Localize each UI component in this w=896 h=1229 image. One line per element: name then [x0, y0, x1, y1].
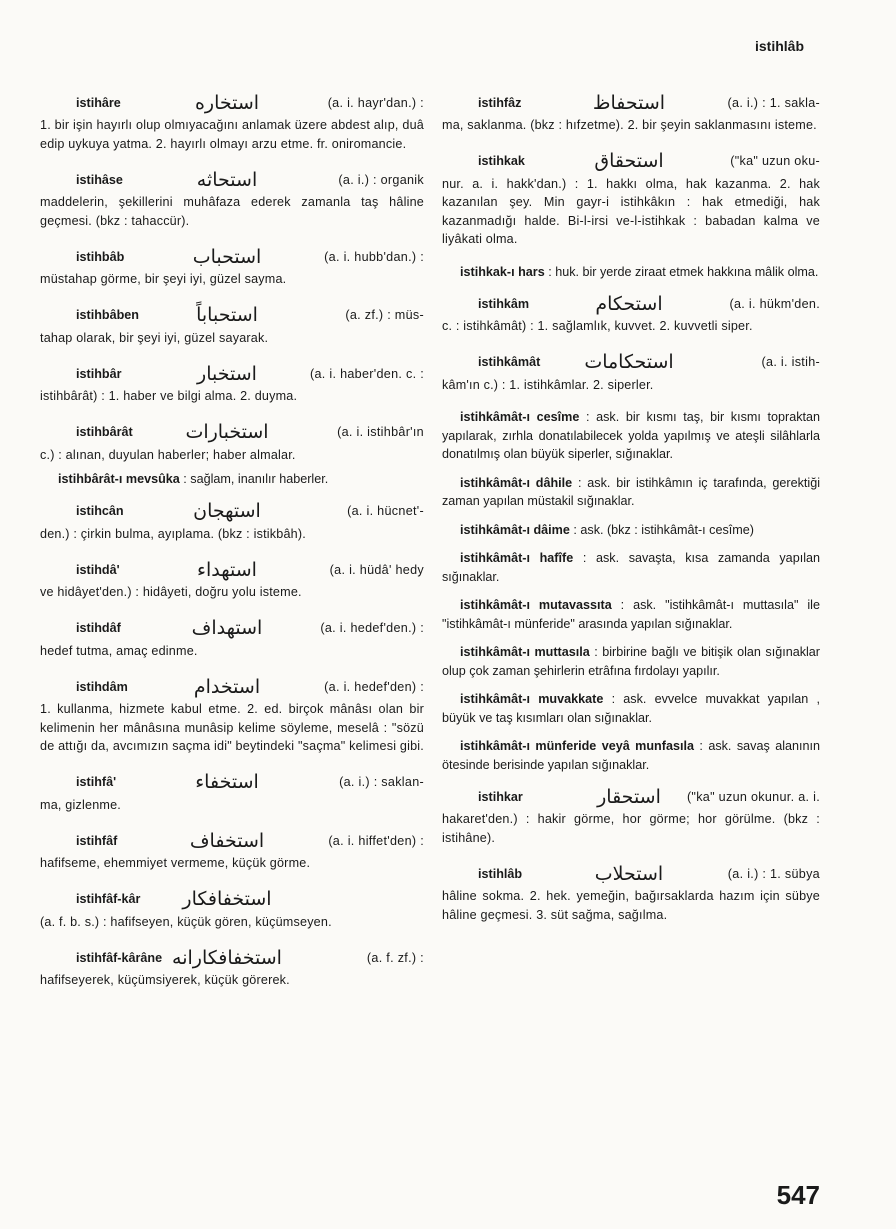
- entry-headline: [442, 861, 820, 887]
- entry-grammar: (a. i.) : organik: [338, 172, 424, 187]
- sub-entry-headword: istihkâmât-ı dâhile: [460, 475, 573, 490]
- sub-entry: [442, 521, 820, 540]
- dictionary-entry: [442, 350, 820, 395]
- entry-grammar: (a. i. hedef'den.) :: [320, 621, 424, 636]
- entry-headline: [40, 945, 424, 971]
- entry-arabic-script: استحباب: [192, 245, 262, 268]
- entry-headword: istihbâben: [76, 308, 139, 323]
- left-column: [40, 90, 424, 1004]
- entry-headword: istihkâm: [478, 296, 530, 311]
- entry-grammar: (a. i. haber'den. c. :: [309, 366, 424, 381]
- entry-grammar: (a. i. hayr'dan.) :: [327, 95, 424, 110]
- entry-headword: istihcân: [76, 504, 124, 519]
- entry-headword: istihbâr: [76, 366, 122, 381]
- entry-arabic-script: استخفاء: [195, 771, 259, 794]
- entry-headline: [40, 557, 424, 583]
- entry-arabic-script: استخدام: [193, 675, 261, 698]
- dictionary-entry: [40, 420, 424, 465]
- entry-headline: [40, 90, 424, 116]
- sub-entry-definition: : ask. savaş alanının ötesinde berisinde yapılan sığınaklar.: [442, 739, 821, 772]
- entry-grammar: (a. i.) : 1. sakla-: [727, 95, 820, 110]
- sub-entry-headword: istihkâmât-ı hafîfe: [460, 551, 574, 565]
- dictionary-entry: [40, 945, 424, 990]
- entry-definition: nur. a. i. hakk'dan.) : 1. hakkı olma, hak kazanma. 2. hak kazanılan şey. Min gayr-i istihkâkın : hak etmediği, hak kazanmadığı halde. Bi-l-irsi ve-l-istihkak : babadan kalma ve liyâkati olma.: [442, 176, 820, 246]
- dictionary-entry: [40, 361, 424, 406]
- entry-grammar: (a. i. hedef'den) :: [324, 679, 424, 694]
- entry-definition: ma, saklanma. (bkz : hıfzetme). 2. bir şeyin saklanmasını isteme.: [442, 118, 817, 132]
- entry-headword: istihkâmât: [478, 355, 541, 370]
- sub-entry-definition: : ask. (bkz : istihkâmât-ı cesîme): [573, 522, 754, 537]
- entry-headline: [40, 244, 424, 270]
- entry-headword: istihfâ': [76, 775, 117, 790]
- right-column: [442, 90, 820, 938]
- entry-grammar: (a. i. istihbâr'ın: [337, 425, 424, 440]
- sub-entry-headword: istihkâmât-ı muttasıla: [460, 645, 590, 659]
- entry-definition: tahap olarak, bir şeyi iyi, güzel sayarak.: [40, 330, 269, 345]
- sub-entry-definition: : ask. bir kısmı taş, bir kısmı topraktan yapılarak, zırhla donatılabilecek yolda yapılmış ve ateşli silâhlarla donatılmış olan büyük siperler, sığınaklar.: [442, 410, 820, 461]
- entry-grammar: (a. i. hücnet'-: [347, 504, 424, 519]
- entry-headline: [40, 420, 424, 446]
- entry-arabic-script: استحکامات: [584, 351, 674, 374]
- entry-headword: istihdâf: [76, 621, 121, 636]
- entry-arabic-script: استهجان: [193, 500, 261, 523]
- sub-entry: [442, 408, 820, 464]
- sub-entry-headword: istihkak-ı hars: [460, 264, 545, 279]
- entry-headline: [40, 167, 424, 193]
- entry-grammar: (a. i. istih-: [761, 355, 820, 370]
- entry-headword: istihfâf-kârâne: [76, 950, 163, 965]
- entry-arabic-script: استخبار: [197, 362, 257, 385]
- entry-definition: den.) : çirkin bulma, ayıplama. (bkz : istikbâh).: [40, 526, 306, 541]
- entry-headline: [40, 499, 424, 525]
- entry-headword: istihdâ': [76, 562, 120, 577]
- entry-definition: ve hidâyet'den.) : hidâyeti, doğru yolu isteme.: [40, 585, 302, 599]
- sub-entry: [442, 737, 820, 774]
- entry-definition: hâline sokma. 2. hek. yemeğin, bağırsaklarda hazım için sübye hâline geçmesi. 3. süt sağma, sağılma.: [442, 889, 820, 922]
- entry-grammar: (a. i.) : 1. sübya: [727, 866, 820, 881]
- entry-grammar: (a. f. zf.) :: [366, 950, 424, 965]
- entry-definition: hedef tutma, amaç edinme.: [40, 643, 198, 658]
- running-header: istihlâb: [754, 38, 804, 54]
- dictionary-entry: [442, 291, 820, 336]
- entry-headline: [40, 616, 424, 642]
- entry-headword: istihkar: [478, 789, 523, 804]
- entry-headline: [442, 784, 820, 810]
- entry-grammar: (a. i.) : saklan-: [339, 775, 424, 790]
- entry-definition: 1. bir işin hayırlı olup olmıyacağını anlamak üzere abdest alıp, duâ edip uykuya yatma. 2. hayırlı olmayı arzu etme. fr. oniromancie.: [40, 118, 424, 151]
- entry-headline: [40, 828, 424, 854]
- sub-entry: [40, 470, 424, 489]
- sub-entry-definition: : ask. evvelce muvakkat yapılan , büyük ve taş kısımları olan sığınaklar.: [442, 692, 821, 725]
- entry-grammar: ("ka" uzun oku-: [730, 154, 820, 169]
- sub-entry: [442, 596, 820, 633]
- entry-definition: 1. kullanma, hizmete kabul etme. 2. ed. birçok mânâsı olan bir kelimenin her mânâsına munâsip kelime söyleme, meselâ : "sözü de attığı da, avcımızın saçma idi" beytindeki "saçma" kelimesi gibi.: [40, 702, 424, 753]
- dictionary-entry: [40, 887, 424, 932]
- sub-entry: [442, 474, 820, 511]
- entry-headword: istihdâm: [76, 679, 128, 694]
- entry-headword: istihkak: [478, 154, 525, 169]
- entry-arabic-script: استخفافکار: [182, 888, 272, 911]
- sub-entry: [442, 549, 820, 586]
- entry-headword: istihbâb: [76, 249, 125, 264]
- entry-grammar: (a. zf.) : müs-: [345, 308, 424, 323]
- dictionary-entry: [40, 674, 424, 756]
- sub-entry-definition: : birbirine bağlı ve bitişik olan sığınaklar olup çok zaman şehirlerin etrâfına fırdolayı yapılır.: [442, 645, 820, 678]
- entry-headline: [40, 361, 424, 387]
- entry-headline: [40, 303, 424, 329]
- entry-headline: [442, 291, 820, 317]
- entry-grammar: ("ka" uzun okunur. a. i.: [686, 789, 820, 804]
- entry-definition: c. : istihkâmât) : 1. sağlamlık, kuvvet. 2. kuvvetli siper.: [442, 319, 753, 333]
- sub-entry-definition: : sağlam, inanılır haberler.: [183, 472, 329, 486]
- dictionary-entry: [40, 616, 424, 661]
- entry-definition: maddelerin, şekillerini muhâfaza ederek zamanla taş hâline geçmesi. (bkz : tahaccür).: [40, 195, 424, 228]
- entry-arabic-script: استخفاف: [189, 829, 265, 852]
- entry-definition: kâm'ın c.) : 1. istihkâmlar. 2. siperler.: [442, 377, 654, 392]
- entry-definition: hafifseyerek, küçümsiyerek, küçük görerek.: [40, 973, 290, 987]
- sub-entry: [442, 643, 820, 680]
- entry-headword: istihâse: [76, 172, 123, 187]
- sub-entry: [442, 263, 820, 282]
- entry-arabic-script: استخبارات: [185, 421, 269, 444]
- sub-entry-headword: istihkâmât-ı muvakkate: [460, 692, 604, 706]
- entry-arabic-script: استحفاظ: [592, 91, 666, 114]
- entry-definition: istihbârât) : 1. haber ve bilgi alma. 2. duyma.: [40, 389, 298, 403]
- entry-definition: hakaret'den.) : hakir görme, hor görme; hor görülme. (bkz : istihâne).: [442, 812, 820, 845]
- dictionary-entry: [40, 244, 424, 289]
- dictionary-entry: [40, 828, 424, 873]
- dictionary-entry: [40, 770, 424, 815]
- page-number: 547: [776, 1180, 820, 1210]
- entry-arabic-script: استحقار: [597, 785, 661, 808]
- entry-grammar: (a. i. hubb'dan.) :: [324, 249, 424, 264]
- entry-headword: istihlâb: [478, 866, 523, 881]
- entry-headline: [40, 887, 424, 913]
- entry-grammar: (a. i. hiffet'den) :: [328, 833, 424, 848]
- sub-entry-definition: : ask. savaşta, kısa zamanda yapılan sığınaklar.: [442, 551, 820, 584]
- entry-headline: [40, 770, 424, 796]
- entry-headword: istihfâf-kâr: [76, 892, 141, 907]
- entry-headline: [40, 674, 424, 700]
- entry-definition: hafifseme, ehemmiyet vermeme, küçük görme.: [40, 856, 311, 870]
- dictionary-entry: [40, 90, 424, 153]
- sub-entry-definition: : ask. bir istihkâmın iç tarafında, gerektiği zaman yapılan müstakil sığınaklar.: [442, 475, 820, 508]
- sub-entry-headword: istihkâmât-ı mutavassıta: [460, 598, 612, 612]
- sub-entry-headword: istihkâmât-ı münferide veyâ munfasıla: [460, 739, 694, 753]
- entry-headline: [442, 90, 820, 116]
- entry-headword: istihfâz: [478, 95, 522, 110]
- entry-grammar: (a. i. hüdâ' hedy: [329, 562, 424, 577]
- dictionary-entry: [40, 499, 424, 544]
- entry-arabic-script: استحکام: [595, 292, 663, 315]
- entry-headline: [442, 350, 820, 376]
- dictionary-entry: [40, 303, 424, 348]
- sub-entry-definition: : huk. bir yerde ziraat etmek hakkına mâlik olma.: [548, 264, 819, 279]
- dictionary-entry: [442, 861, 820, 924]
- dictionary-entry: [442, 784, 820, 847]
- entry-arabic-script: استحقاق: [594, 150, 664, 173]
- sub-entry-headword: istihkâmât-ı dâime: [460, 522, 570, 537]
- entry-definition: müstahap görme, bir şeyi iyi, güzel sayma.: [40, 272, 287, 286]
- entry-arabic-script: استخفافکارانه: [172, 946, 282, 969]
- sub-entry: [442, 690, 820, 727]
- entry-arabic-script: استحاثه: [196, 168, 258, 191]
- dictionary-entry: [442, 149, 820, 249]
- dictionary-entry: [442, 90, 820, 135]
- entry-arabic-script: استهداء: [197, 558, 257, 581]
- entry-headword: istihâre: [76, 95, 121, 110]
- entry-headword: istihfâf: [76, 833, 118, 848]
- entry-arabic-script: استحباباً: [196, 304, 258, 327]
- sub-entry-headword: istihkâmât-ı cesîme: [460, 410, 580, 424]
- sub-entry-definition: : ask. "istihkâmât-ı muttasıla" ile "istihkâmât-ı münferide" arasında yapılan sığınaklar.: [442, 598, 820, 631]
- entry-arabic-script: استخاره: [194, 91, 260, 114]
- dictionary-entry: [40, 167, 424, 230]
- sub-entry-headword: istihbârât-ı mevsûka: [58, 472, 180, 486]
- entry-arabic-script: استهداف: [191, 617, 263, 640]
- entry-definition: ma, gizlenme.: [40, 797, 121, 812]
- dictionary-entry: [40, 557, 424, 602]
- entry-definition: (a. f. b. s.) : hafifseyen, küçük gören, küçümseyen.: [40, 914, 332, 929]
- entry-arabic-script: استحلاب: [594, 862, 664, 885]
- entry-headword: istihbârât: [76, 425, 133, 440]
- entry-grammar: (a. i. hükm'den.: [729, 296, 820, 311]
- entry-headline: [442, 149, 820, 175]
- entry-definition: c.) : alınan, duyulan haberler; haber almalar.: [40, 447, 296, 462]
